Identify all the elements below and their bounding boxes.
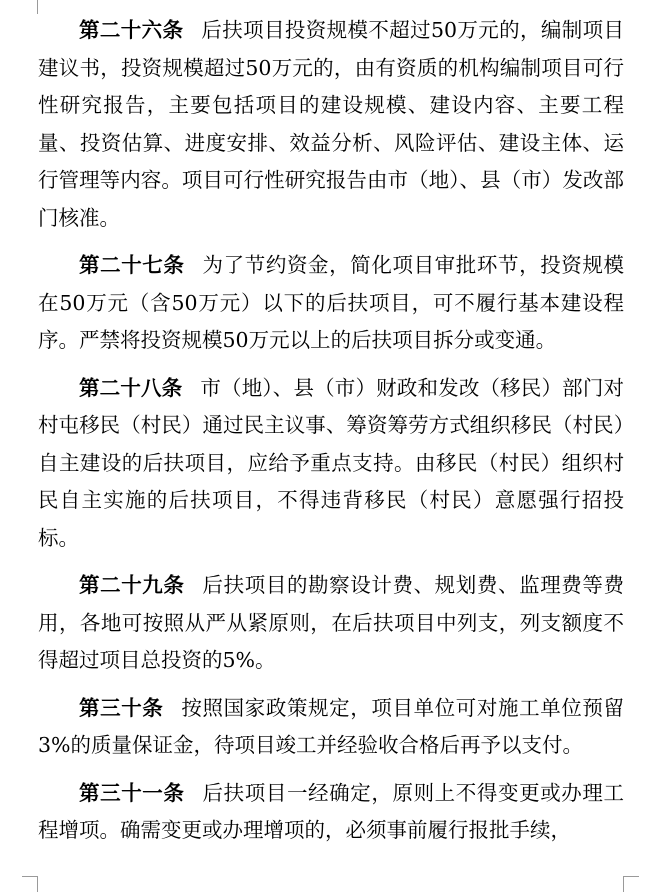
article-text: 按照国家政策规定，项目单位可对施工单位预留3%的质量保证金，待项目竣工并经验收合格后再予以支付。 (38, 695, 625, 757)
document-body (38, 12, 624, 850)
article-27 (38, 247, 624, 360)
article-number: 第二十六条 (79, 18, 184, 42)
article-text: 后扶项目的勘察设计费、规划费、监理费等费用，各地可按照从严从紧原则，在后扶项目中列支，列支额度不得超过项目总投资的5%。 (38, 573, 625, 672)
article-number: 第二十八条 (79, 375, 183, 400)
article-number: 第二十七条 (79, 253, 185, 277)
article-30 (38, 690, 624, 765)
article-text: 后扶项目一经确定，原则上不得变更或办理工程增项。确需变更或办理增项的，必须事前履行报批手续， (38, 780, 625, 842)
article-26 (38, 12, 624, 237)
article-number: 第二十九条 (79, 573, 185, 597)
article-31 (38, 775, 624, 850)
crop-mark-bottom-right (623, 876, 639, 877)
article-number: 第三十一条 (79, 780, 185, 805)
crop-mark-bottom-left (22, 876, 38, 877)
article-number: 第三十条 (79, 695, 164, 720)
article-text: 市（地）、县（市）财政和发改（移民）部门对村屯移民（村民）通过民主议事、筹资筹劳方式组织移民（村民）自主建设的后扶项目，应给予重点支持。由移民（村民）组织村民自主实施的后扶项目，不得违背移民（村民）意愿强行招投标。 (38, 375, 625, 550)
crop-mark-bottom-right (623, 876, 624, 892)
article-29 (38, 567, 624, 680)
article-text: 后扶项目投资规模不超过50万元的，编制项目建议书，投资规模超过50万元的，由有资质的机构编制项目可行性研究报告，主要包括项目的建设规模、建设内容、主要工程量、投资估算、进度安排、效益分析、风险评估、建设主体、运行管理等内容。项目可行性研究报告由市（地）、县（市）发改部门核准。 (38, 18, 624, 230)
article-28 (38, 370, 624, 558)
crop-mark-bottom-left (37, 876, 38, 892)
article-text: 为了节约资金，简化项目审批环节，投资规模在50万元（含50万元）以下的后扶项目，可不履行基本建设程序。严禁将投资规模50万元以上的后扶项目拆分或变通。 (38, 253, 625, 352)
